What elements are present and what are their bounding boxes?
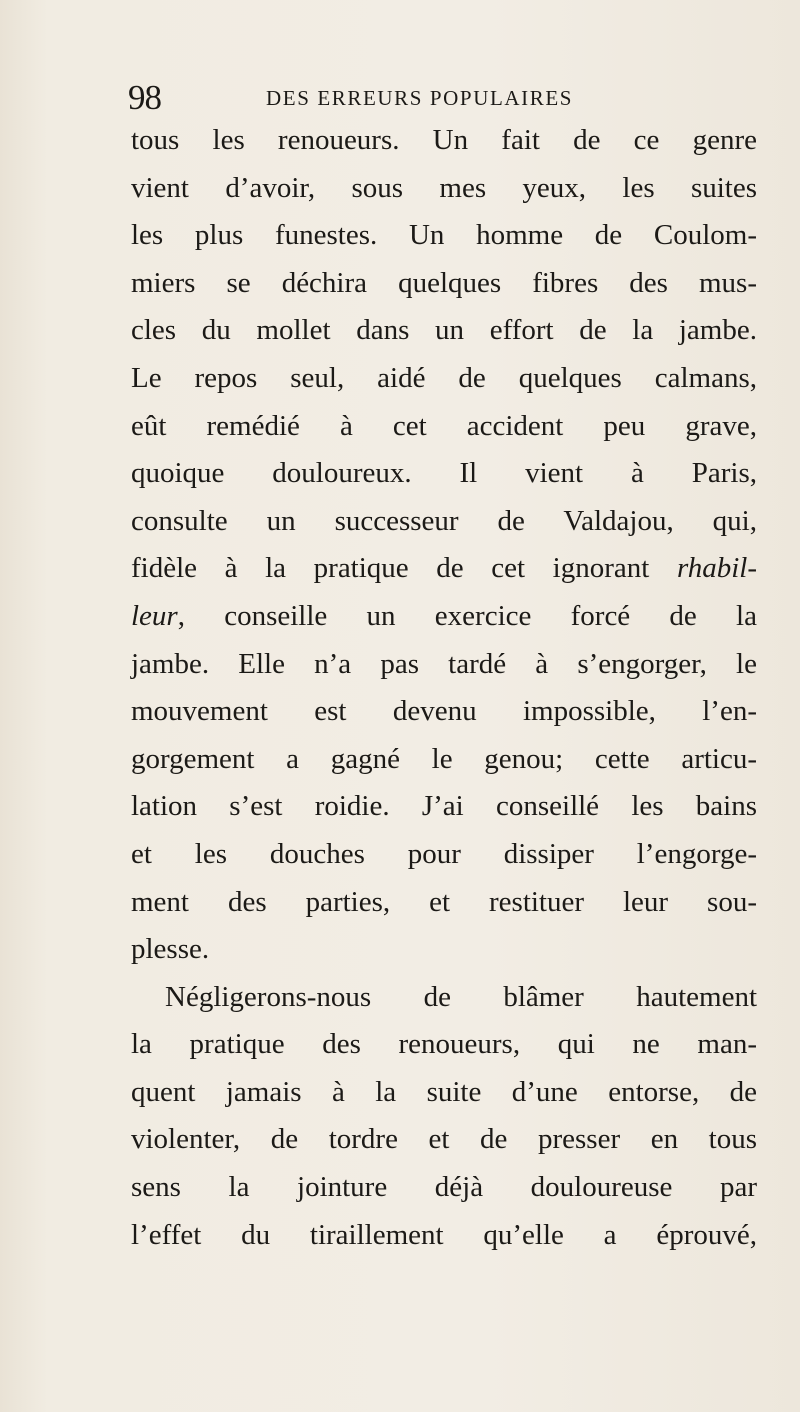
text-line: les plus funestes. Un homme de Coulom- bbox=[131, 219, 757, 252]
text-line: sens la jointure déjà douloureuse par bbox=[131, 1171, 757, 1204]
text-line: tous les renoueurs. Un fait de ce genre bbox=[131, 124, 757, 156]
text-line: Le repos seul, aidé de quelques calmans, bbox=[131, 361, 757, 394]
body-text bbox=[131, 117, 757, 1259]
text-line: miers se déchira quelques fibres des mus- bbox=[131, 266, 757, 299]
text-line: violenter, de tordre et de presser en tous bbox=[131, 1123, 757, 1156]
text-line: Négligerons-nous de blâmer hautement bbox=[165, 980, 757, 1013]
text-line: jambe. Elle n’a pas tardé à s’engorger, le bbox=[131, 647, 757, 680]
text-fragment: fidèle à la pratique de cet ignorant bbox=[131, 552, 677, 585]
text-line: cles du mollet dans un effort de la jambe. bbox=[131, 314, 757, 347]
running-head: DES ERREURS POPULAIRES bbox=[266, 86, 574, 110]
text-line: plesse. bbox=[131, 933, 210, 966]
text-line: gorgement a gagné le genou; cette articu- bbox=[131, 742, 757, 775]
text-line: quoique douloureux. Il vient à Paris, bbox=[131, 457, 757, 490]
text-line bbox=[131, 593, 757, 641]
text-line: vient d’avoir, sous mes yeux, les suites bbox=[131, 171, 757, 204]
italic-word: rhabil- bbox=[676, 552, 757, 585]
text-line: consulte un successeur de Valdajou, qui, bbox=[131, 504, 757, 537]
text-line: la pratique des renoueurs, qui ne man- bbox=[131, 1028, 757, 1061]
text-line: quent jamais à la suite d’une entorse, de bbox=[131, 1075, 757, 1108]
text-line bbox=[131, 545, 757, 593]
text-line: lation s’est roidie. J’ai conseillé les bains bbox=[131, 790, 757, 823]
text-fragment: , conseille un exercice forcé de la bbox=[177, 599, 757, 632]
text-line: mouvement est devenu impossible, l’en- bbox=[131, 695, 757, 728]
text-line: et les douches pour dissiper l’engorge- bbox=[131, 837, 757, 870]
italic-word: leur bbox=[131, 599, 178, 632]
text-line: ment des parties, et restituer leur sou- bbox=[131, 885, 757, 918]
text-line: l’effet du tiraillement qu’elle a éprouvé, bbox=[131, 1218, 757, 1251]
page-header bbox=[128, 78, 748, 118]
text-line: eût remédié à cet accident peu grave, bbox=[131, 409, 757, 442]
page-number: 98 bbox=[128, 78, 161, 117]
